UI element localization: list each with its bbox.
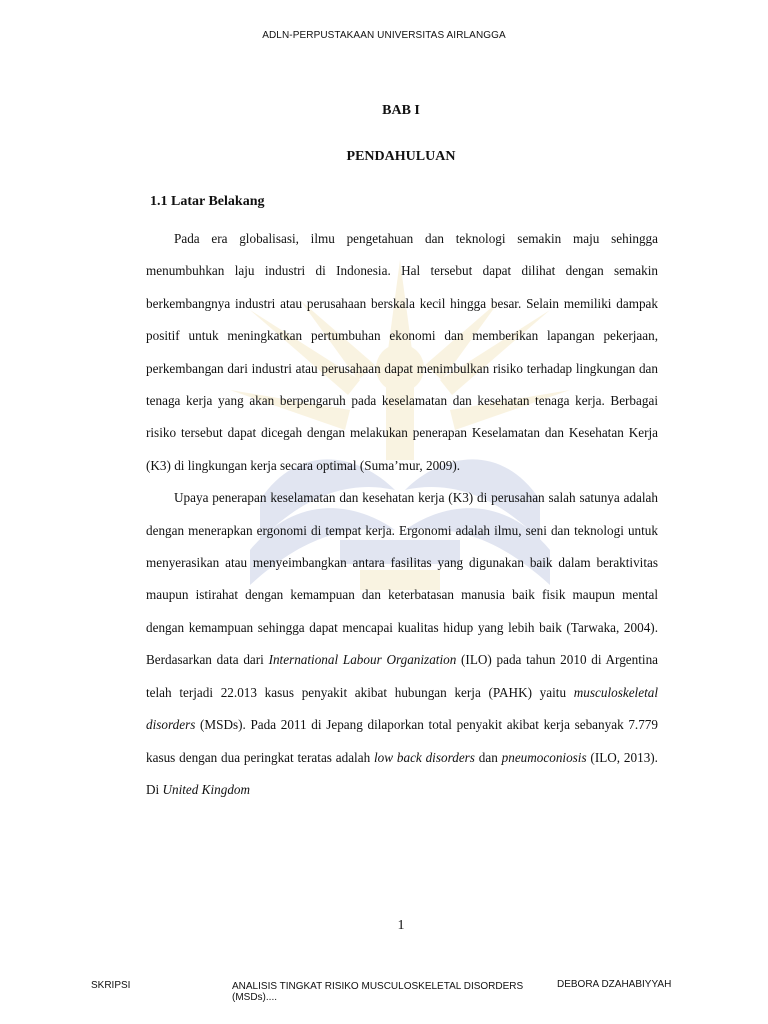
footer-middle: ANALISIS TINGKAT RISIKO MUSCULOSKELETAL DISORDERS (MSDs)....: [232, 981, 524, 1003]
section-title: 1.1 Latar Belakang: [150, 194, 265, 209]
footer-left: SKRIPSI: [91, 980, 131, 991]
body-text: [146, 223, 658, 806]
paragraph-2-text-4: dan: [474, 749, 502, 765]
paragraph-2-text-3: (MSDs). Pada 2011 di Jepang dilaporkan total penyakit akibat kerja sebanyak 7.779 kasus dengan dua peringkat teratas adalah: [146, 717, 658, 765]
page-footer: [0, 978, 768, 1018]
paragraph-2-text-1: Upaya penerapan keselamatan dan kesehatan kerja (K3) di perusahan salah satunya adalah dengan menerapkan ergonomi di tempat kerja. Ergonomi adalah ilmu, seni dan teknologi untuk menyerasikan atau menyeimbangkan antara fasilitas yang digunakan baik dalam beraktivitas maupun istirahat dengan kemampuan dan keterbatasan manusia baik fisik maupun mental dengan kemampuan sehingga dapat mencapai kualitas hidup yang lebih baik (Tarwaka, 2004). Berdasarkan data dari: [146, 490, 658, 668]
paragraph-2: [146, 482, 658, 806]
term-low-back-disorders: low back disorders: [374, 749, 475, 765]
chapter-title: PENDAHULUAN: [346, 149, 456, 164]
term-msds: musculoskeletal disorders: [146, 684, 658, 733]
paragraph-2-text-5: (ILO, 2013). Di: [146, 749, 658, 797]
page-header: ADLN-PERPUSTAKAAN UNIVERSITAS AIRLANGGA: [262, 30, 506, 41]
paragraph-1-text: Pada era globalisasi, ilmu pengetahuan dan teknologi semakin maju sehingga menumbuhkan laju industri di Indonesia. Hal tersebut dapat dilihat dengan semakin berkembangnya industri atau perusahaan berskala kecil hingga besar. Selain memiliki dampak positif untuk meningkatkan pertumbuhan ekonomi dan memberikan lapangan pekerjaan, perkembangan dari industri atau perusahaan dapat menimbulkan risiko terhadap lingkungan dan tenaga kerja yang akan berpengaruh pada keselamatan dan kesehatan tenaga kerja. Berbagai risiko tersebut dapat dicegah dengan melakukan penerapan Keselamatan dan Kesehatan Kerja (K3) di lingkungan kerja secara optimal (Suma’mur, 2009).: [146, 231, 658, 473]
page-number: 1: [397, 918, 405, 933]
term-pneumoconiosis: pneumoconiosis: [501, 749, 587, 765]
footer-right: DEBORA DZAHABIYYAH: [557, 979, 672, 990]
paragraph-2-text-2: (ILO) pada tahun 2010 di Argentina telah terjadi 22.013 kasus penyakit akibat hubungan kerja (PAHK) yaitu: [146, 652, 659, 700]
term-united-kingdom: United Kingdom: [162, 781, 251, 797]
term-ilo: International Labour Organization: [268, 652, 457, 668]
chapter-number: BAB I: [382, 103, 420, 118]
paragraph-1: [146, 223, 658, 482]
